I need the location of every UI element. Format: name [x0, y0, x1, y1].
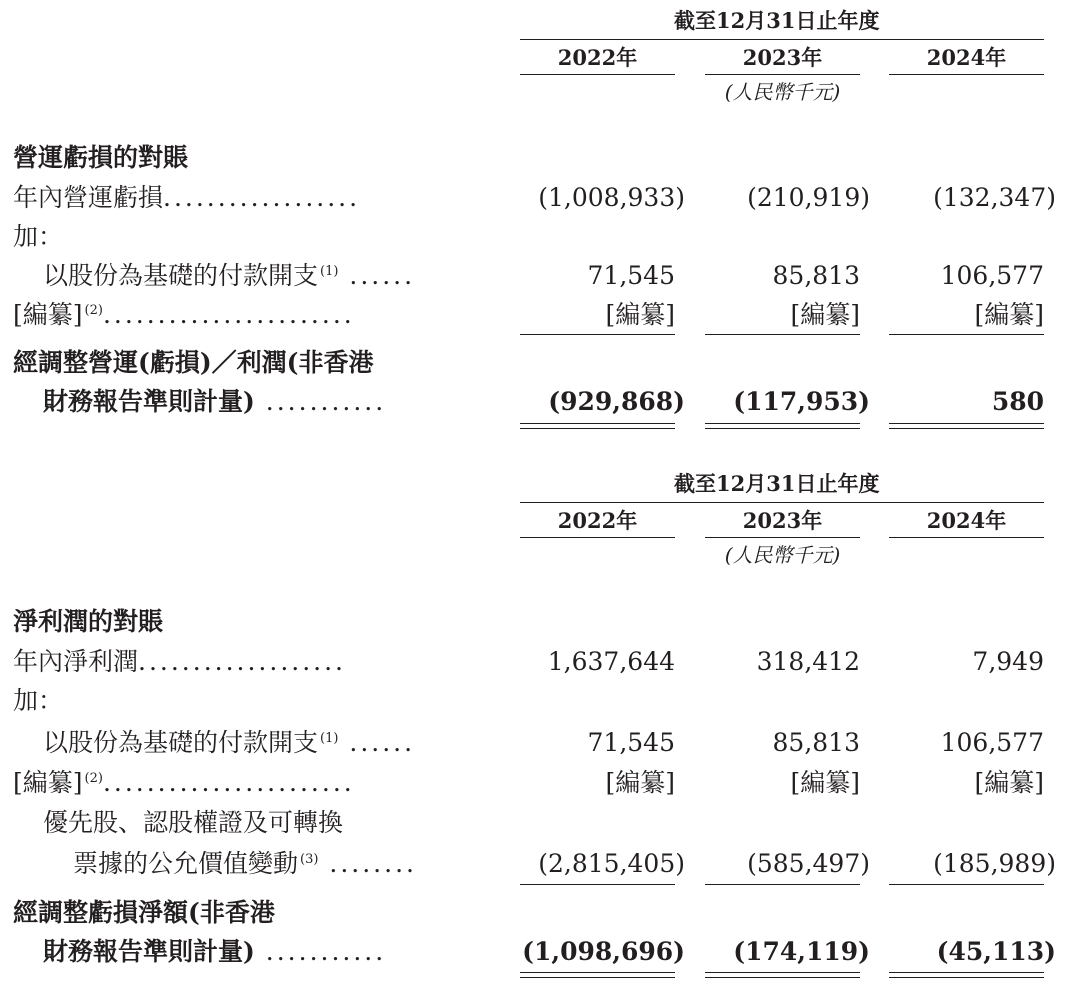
cell-2022: (2,815,405) — [538, 849, 685, 878]
leader-dots: ....................... — [102, 768, 355, 797]
unit-label: (人民幣千元) — [724, 543, 841, 567]
footnote-marker: (2) — [84, 771, 103, 786]
row-label: 年內淨利潤................... — [13, 647, 347, 676]
row-label: 優先股、認股權證及可轉換 — [43, 808, 344, 837]
year-rule-2024 — [889, 537, 1044, 538]
year-2022: 2022年 — [557, 45, 638, 70]
period-header: 截至12月31日止年度 — [674, 471, 880, 496]
row-label: 票據的公允價值變動 $^{(3)}$ ........ — [73, 849, 417, 878]
total-2024: (45,113) — [936, 937, 1056, 966]
row-label: 加： — [13, 222, 64, 251]
leader-dots: ........... — [254, 387, 387, 416]
total-double-rule-2023 — [705, 423, 860, 429]
year-2023: 2023年 — [742, 508, 823, 533]
cell-2022: 1,637,644 — [547, 647, 675, 676]
header-rule — [520, 502, 1044, 503]
total-double-rule-2022 — [520, 423, 675, 429]
header-rule — [520, 39, 1044, 40]
leader-dots: ................... — [138, 647, 347, 676]
cell-2022: (1,008,933) — [538, 183, 685, 212]
row-label: [編纂] $^{(2)}$....................... — [13, 768, 355, 797]
leader-dots: ........... — [254, 937, 387, 966]
cell-2023: 85,813 — [772, 728, 860, 757]
cell-2024: [編纂] — [974, 768, 1044, 797]
row-label: 加： — [13, 686, 64, 715]
total-label-line2: 財務報告準則計量) ........... — [43, 387, 387, 416]
footnote-marker: (1) — [320, 731, 339, 746]
cell-2023: (210,919) — [747, 183, 870, 212]
cell-2023: 85,813 — [772, 261, 860, 290]
leader-dots: ....................... — [102, 300, 355, 329]
leader-dots: ........ — [318, 849, 417, 878]
subtotal-rule-2023 — [705, 884, 860, 885]
cell-2023: 318,412 — [756, 647, 860, 676]
cell-2024: [編纂] — [974, 300, 1044, 329]
section-title: 淨利潤的對賬 — [13, 607, 164, 636]
cell-2023: [編纂] — [790, 768, 860, 797]
footnote-marker: (3) — [300, 852, 319, 867]
total-label-line1: 經調整營運(虧損)／利潤(非香港 — [13, 348, 374, 377]
total-label-line2: 財務報告準則計量) ........... — [43, 937, 387, 966]
cell-2023: [編纂] — [790, 300, 860, 329]
leader-dots: ...... — [338, 728, 416, 757]
total-2024: 580 — [991, 387, 1044, 416]
year-rule-2023 — [705, 74, 860, 75]
cell-2022: [編纂] — [605, 300, 675, 329]
cell-2024: 7,949 — [972, 647, 1044, 676]
cell-2022: 71,545 — [587, 261, 675, 290]
section-title: 營運虧損的對賬 — [13, 143, 189, 172]
year-2023: 2023年 — [742, 45, 823, 70]
total-double-rule-2023 — [705, 972, 860, 978]
unit-label: (人民幣千元) — [724, 80, 841, 104]
row-label: 以股份為基礎的付款開支 $^{(1)}$ ...... — [43, 261, 416, 290]
total-2022: (929,868) — [548, 387, 685, 416]
year-rule-2022 — [520, 537, 675, 538]
cell-2022: 71,545 — [587, 728, 675, 757]
subtotal-rule-2024 — [889, 334, 1044, 335]
year-rule-2024 — [889, 74, 1044, 75]
cell-2024: (132,347) — [933, 183, 1056, 212]
total-2022: (1,098,696) — [522, 937, 685, 966]
cell-2024: (185,989) — [933, 849, 1056, 878]
row-label: [編纂] $^{(2)}$....................... — [13, 300, 355, 329]
row-label: 以股份為基礎的付款開支 $^{(1)}$ ...... — [43, 728, 416, 757]
cell-2023: (585,497) — [747, 849, 870, 878]
leader-dots: .................. — [163, 183, 361, 212]
footnote-marker: (2) — [84, 303, 103, 318]
total-label-line1: 經調整虧損淨額(非香港 — [13, 898, 275, 927]
year-rule-2023 — [705, 537, 860, 538]
subtotal-rule-2024 — [889, 884, 1044, 885]
cell-2024: 106,577 — [940, 261, 1044, 290]
total-double-rule-2024 — [889, 972, 1044, 978]
subtotal-rule-2022 — [520, 334, 675, 335]
total-2023: (174,119) — [733, 937, 870, 966]
year-2022: 2022年 — [557, 508, 638, 533]
year-rule-2022 — [520, 74, 675, 75]
year-2024: 2024年 — [926, 508, 1007, 533]
year-2024: 2024年 — [926, 45, 1007, 70]
subtotal-rule-2023 — [705, 334, 860, 335]
leader-dots: ...... — [338, 261, 416, 290]
total-double-rule-2022 — [520, 972, 675, 978]
cell-2022: [編纂] — [605, 768, 675, 797]
cell-2024: 106,577 — [940, 728, 1044, 757]
total-double-rule-2024 — [889, 423, 1044, 429]
row-label: 年內營運虧損.................. — [13, 183, 361, 212]
subtotal-rule-2022 — [520, 884, 675, 885]
footnote-marker: (1) — [320, 264, 339, 279]
total-2023: (117,953) — [733, 387, 870, 416]
period-header: 截至12月31日止年度 — [674, 8, 880, 33]
